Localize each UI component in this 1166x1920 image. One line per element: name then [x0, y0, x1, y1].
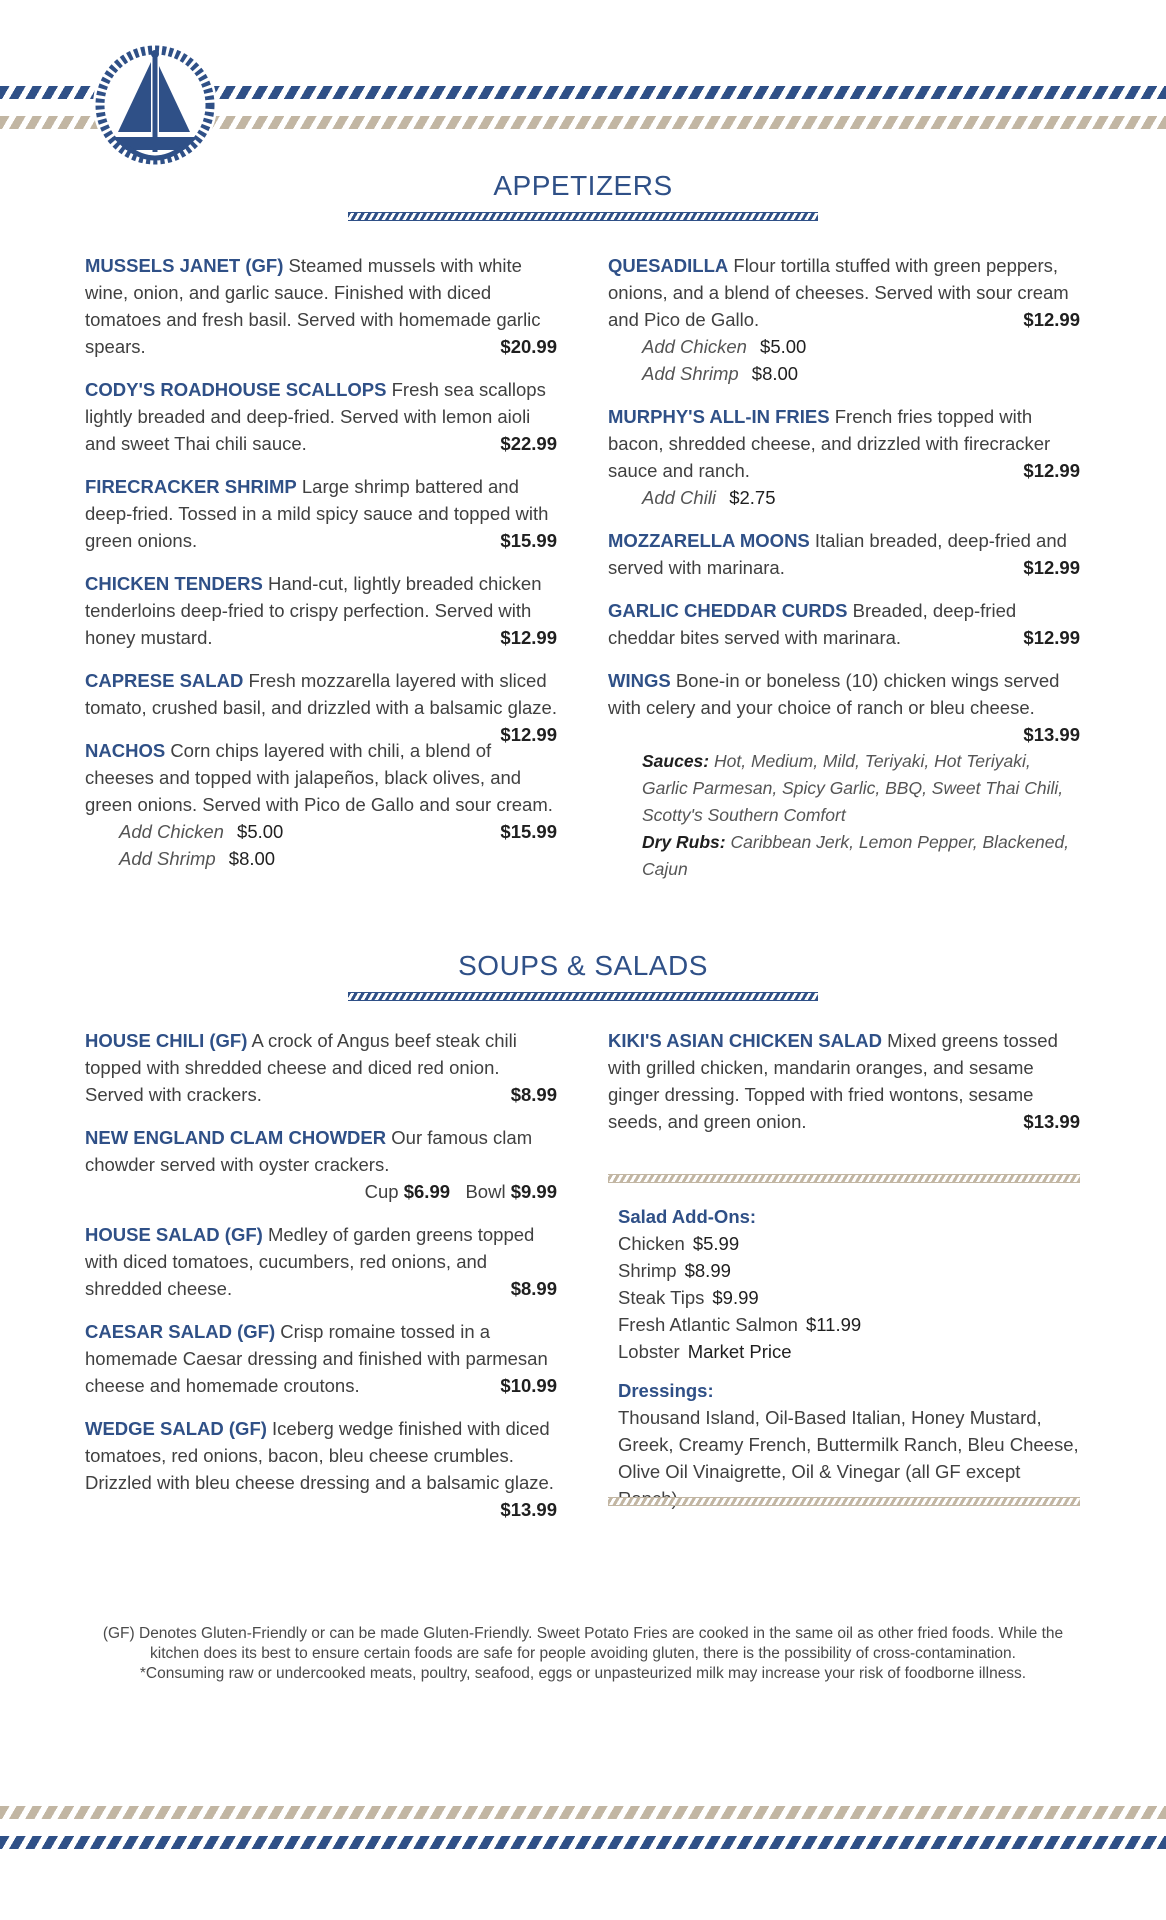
appetizers-left-column	[85, 252, 557, 872]
size-prices	[85, 1178, 557, 1205]
menu-item-caprese-salad	[85, 667, 557, 745]
addons-box-bottom-border	[608, 1497, 1080, 1506]
item-name: MUSSELS JANET (GF)	[85, 255, 284, 276]
item-name: NACHOS	[85, 740, 166, 761]
item-desc: French fries topped with bacon, shredded cheese, and drizzled with firecracker sauce and ranch.	[608, 406, 1051, 481]
addon-line	[618, 1338, 1080, 1365]
item-price: $10.99	[500, 1375, 557, 1396]
item-price: $20.99	[500, 336, 557, 357]
item-price: $12.99	[1023, 309, 1080, 330]
addon-label: Lobster	[618, 1341, 680, 1362]
addon-price: $5.00	[237, 821, 284, 842]
addon-line	[85, 818, 557, 845]
item-desc: A crock of Angus beef steak chili topped with shredded cheese and diced red onion. Served with crackers.	[85, 1030, 517, 1105]
addon-label: Steak Tips	[618, 1287, 705, 1308]
addon-price: $8.00	[228, 848, 276, 869]
salad-addons-title: Salad Add-Ons:	[618, 1206, 757, 1227]
item-desc: Flour tortilla stuffed with green peppers, onions, and a blend of cheeses. Served with sour cream and Pico de Gallo.	[608, 255, 1069, 330]
appetizers-divider	[348, 212, 818, 221]
addon-price: $9.99	[712, 1287, 759, 1308]
appetizers-title: APPETIZERS	[493, 170, 673, 201]
addon-price: $8.00	[751, 363, 799, 384]
addon-line	[618, 1311, 1080, 1338]
item-desc: Steamed mussels with white wine, onion, and garlic sauce. Finished with diced tomatoes and fresh basil. Served with homemade garlic spears.	[85, 255, 541, 357]
item-price: $13.99	[1023, 724, 1080, 745]
soups-salads-divider	[348, 992, 818, 1001]
addon-line	[608, 360, 1080, 387]
addon-line	[618, 1230, 1080, 1257]
addon-price: Market Price	[687, 1341, 792, 1362]
addon-line	[608, 333, 1080, 360]
addon-price: $8.99	[684, 1260, 731, 1281]
menu-item-clam-chowder	[85, 1124, 557, 1205]
menu-item-murphys-all-in-fries	[608, 403, 1080, 484]
soups-left-column	[85, 1027, 557, 1523]
item-name: KIKI'S ASIAN CHICKEN SALAD	[608, 1030, 883, 1051]
item-name: GARLIC CHEDDAR CURDS	[608, 600, 848, 621]
item-name: MOZZARELLA MOONS	[608, 530, 810, 551]
addons-box-top-border	[608, 1174, 1080, 1183]
addon-price: $11.99	[805, 1314, 862, 1335]
dressings-list: Thousand Island, Oil-Based Italian, Honey Mustard, Greek, Creamy French, Buttermilk Ranch, Bleu Cheese, Olive Oil Vinaigrette, Oil & Vinegar (all GF except	[618, 1407, 1079, 1482]
item-price: $15.99	[500, 821, 557, 842]
gluten-friendly-note: (GF) Denotes Gluten-Friendly or can be made Gluten-Friendly. Sweet Potato Fries are cooked in the same oil as other fried foods. While the kitchen does its best to ensure certain foods are safe for people avoiding gluten, there is the possibility of cross-contamination.	[102, 1625, 1064, 1662]
bottom-stripe-tan	[0, 1806, 1166, 1819]
dry-rubs-label: Dry Rubs:	[642, 832, 726, 852]
bottom-stripe-navy	[0, 1836, 1166, 1849]
addon-line	[608, 484, 1080, 511]
item-name: HOUSE CHILI (GF)	[85, 1030, 248, 1051]
item-desc: Corn chips layered with chili, a blend of cheeses and topped with jalapeños, black olives, and green onions. Served with Pico de Gallo and sour cream.	[85, 740, 553, 815]
menu-item-wings	[608, 667, 1080, 745]
item-name: CODY'S ROADHOUSE SCALLOPS	[85, 379, 387, 400]
addon-line	[618, 1257, 1080, 1284]
item-desc: Hand-cut, lightly breaded chicken tenderloins deep-fried to crispy perfection. Served with honey mustard.	[85, 573, 542, 648]
dressings-title: Dressings:	[618, 1380, 714, 1401]
sailboat-anchor-icon	[90, 40, 220, 170]
item-price: $8.99	[510, 1084, 557, 1105]
item-name: CAPRESE SALAD	[85, 670, 244, 691]
addon-label: Chicken	[618, 1233, 685, 1254]
item-price: $13.99	[1023, 1111, 1080, 1132]
addon-label: Shrimp	[618, 1260, 677, 1281]
menu-item-house-salad	[85, 1221, 557, 1302]
menu-item-garlic-cheddar-curds	[608, 597, 1080, 651]
bowl-price: $9.99	[510, 1181, 557, 1202]
cup-label: Cup	[364, 1181, 399, 1202]
item-name: WINGS	[608, 670, 671, 691]
bowl-label: Bowl	[465, 1181, 506, 1202]
addon-price: $5.00	[760, 336, 807, 357]
wings-dry-rubs	[608, 829, 1080, 883]
item-desc: Fresh sea scallops lightly breaded and deep-fried. Served with lemon aioli and sweet Thai chili sauce.	[85, 379, 546, 454]
sauces-label: Sauces:	[642, 751, 710, 771]
item-name: WEDGE SALAD (GF)	[85, 1418, 267, 1439]
item-price: $12.99	[1023, 557, 1080, 578]
menu-item-mozzarella-moons	[608, 527, 1080, 581]
appetizers-right-column	[608, 252, 1080, 883]
item-price: $12.99	[1023, 460, 1080, 481]
addon-label: Fresh Atlantic Salmon	[618, 1314, 798, 1335]
soups-salads-title: SOUPS & SALADS	[458, 950, 708, 981]
item-name: CAESAR SALAD (GF)	[85, 1321, 276, 1342]
menu-item-firecracker-shrimp	[85, 473, 557, 554]
item-name: HOUSE SALAD (GF)	[85, 1224, 263, 1245]
item-price: $15.99	[500, 530, 557, 551]
item-name: QUESADILLA	[608, 255, 729, 276]
menu-item-house-chili	[85, 1027, 557, 1108]
addon-label: Add Chicken	[119, 821, 224, 842]
sauces-list: Hot, Medium, Mild, Teriyaki, Hot Teriyaki, Garlic Parmesan, Spicy Garlic, BBQ, Sweet Thai Chili, Scotty's Southern Comfort	[642, 751, 1064, 825]
item-desc: Medley of garden greens topped with diced tomatoes, cucumbers, red onions, and shredded cheese.	[85, 1224, 535, 1299]
menu-item-caesar-salad	[85, 1318, 557, 1399]
item-price: $12.99	[1023, 627, 1080, 648]
addon-label: Add Shrimp	[119, 848, 216, 869]
item-desc: Our famous clam chowder served with oyster crackers.	[85, 1127, 533, 1175]
item-desc: Fresh mozzarella layered with sliced tomato, crushed basil, and drizzled with a balsamic glaze.	[85, 670, 557, 718]
addon-label: Add Chicken	[642, 336, 747, 357]
menu-item-chicken-tenders	[85, 570, 557, 651]
item-name: CHICKEN TENDERS	[85, 573, 263, 594]
addon-line	[618, 1284, 1080, 1311]
item-desc: Iceberg wedge finished with diced tomatoes, red onions, bacon, bleu cheese crumbles. Drizzled with bleu cheese dressing and a balsamic glaze.	[85, 1418, 554, 1493]
item-name: MURPHY'S ALL-IN FRIES	[608, 406, 830, 427]
item-desc: Large shrimp battered and deep-fried. Tossed in a mild spicy sauce and topped with green onions.	[85, 476, 549, 551]
cup-price: $6.99	[403, 1181, 451, 1202]
item-price: $8.99	[510, 1278, 557, 1299]
item-desc: Breaded, deep-fried cheddar bites served with marinara.	[608, 600, 1017, 648]
addon-price: $2.75	[729, 487, 776, 508]
item-desc: Italian breaded, deep-fried and served with marinara.	[608, 530, 1067, 578]
addon-line	[85, 845, 557, 872]
wings-sauces	[608, 748, 1080, 829]
item-price: $13.99	[500, 1499, 557, 1520]
soups-right-column	[608, 1027, 1080, 1151]
salad-addons-box	[618, 1203, 1080, 1512]
raw-food-warning: *Consuming raw or undercooked meats, poultry, seafood, eggs or unpasteurized milk may increase your risk of foodborne illness.	[139, 1665, 1027, 1682]
item-desc: Mixed greens tossed with grilled chicken, mandarin oranges, and sesame ginger dressing. Topped with fried wontons, sesame seeds, and green onion.	[608, 1030, 1058, 1132]
logo	[90, 40, 220, 170]
item-desc: Bone-in or boneless (10) chicken wings served with celery and your choice of ranch or bleu cheese.	[608, 670, 1060, 718]
menu-item-codys-roadhouse-scallops	[85, 376, 557, 457]
dry-rubs-list: Caribbean Jerk, Lemon Pepper, Blackened, Cajun	[642, 832, 1070, 879]
menu-item-quesadilla	[608, 252, 1080, 333]
addon-label: Add Shrimp	[642, 363, 739, 384]
addon-label: Add Chili	[642, 487, 717, 508]
menu-item-kikis-asian-chicken-salad	[608, 1027, 1080, 1135]
item-price: $12.99	[500, 627, 557, 648]
item-price: $12.99	[500, 724, 557, 745]
menu-item-mussels-janet	[85, 252, 557, 360]
item-name: NEW ENGLAND CLAM CHOWDER	[85, 1127, 387, 1148]
item-desc: Crisp romaine tossed in a homemade Caesar dressing and finished with parmesan cheese and homemade croutons.	[85, 1321, 548, 1396]
menu-item-wedge-salad	[85, 1415, 557, 1520]
item-name: FIRECRACKER SHRIMP	[85, 476, 297, 497]
footer-disclaimer	[80, 1624, 1086, 1684]
addon-price: $5.99	[692, 1233, 740, 1254]
item-price: $22.99	[500, 433, 557, 454]
